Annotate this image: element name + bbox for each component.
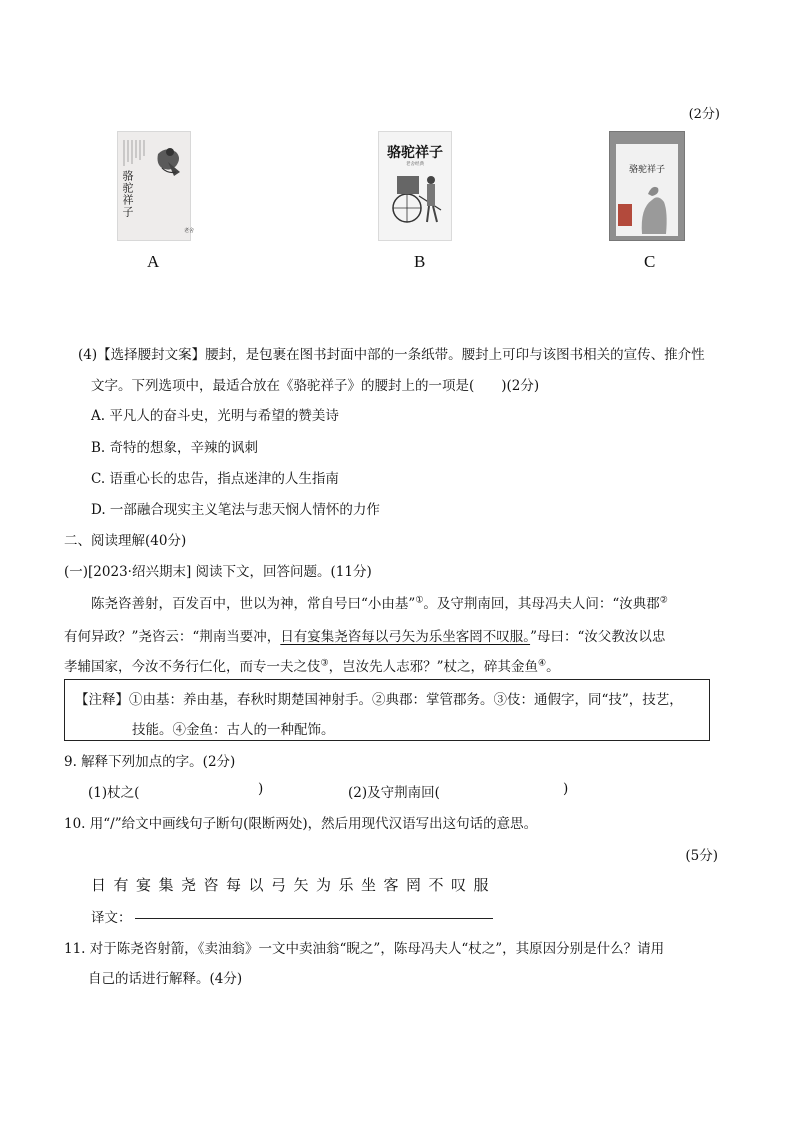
- passage-line-1: [91, 592, 668, 612]
- passage-text: 孝辅国家，今汝不务行仁化，而专一夫之伎: [64, 659, 321, 675]
- q4-option-c[interactable]: C. 语重心长的忠告，指点迷津的人生指南: [91, 471, 339, 487]
- passage-line-2: [64, 625, 665, 645]
- passage-text: ”母曰：“汝父教汝以忠: [530, 629, 666, 645]
- q9-item-1: (1)杖之(: [88, 785, 140, 801]
- cover-a-spine-text: 老舍: [184, 228, 195, 234]
- q9-item-2-close: ): [563, 781, 569, 797]
- translation-label: 译文：: [91, 910, 132, 926]
- passage-text: 有何异政？”尧咨云：“荆南当要冲，: [64, 629, 281, 645]
- footnote-mark: ②: [659, 595, 668, 606]
- cover-b-caption: B: [414, 252, 426, 271]
- annotation-line-1: 【注释】①由基：养由基，春秋时期楚国神射手。②典郡：掌管郡务。③伎：通假字，同“技”，技艺，: [75, 692, 683, 708]
- book-cover-a: [117, 131, 195, 241]
- cover-c-caption: C: [644, 252, 656, 271]
- passage-text: 陈尧咨善射，百发百中，世以为神，常自号曰“小由基”: [91, 596, 416, 612]
- q10-score: (5分): [685, 848, 718, 864]
- section-heading: 二、阅读理解(40分): [64, 533, 187, 549]
- book-cover-b: [378, 131, 452, 241]
- q9-item-1-close: ): [258, 781, 264, 797]
- q9-stem: 9. 解释下列加点的字。(2分): [64, 754, 236, 770]
- q11-stem-line1: 11. 对于陈尧咨射箭，《卖油翁》一文中卖油翁“睨之”，陈母冯夫人“杖之”，其原因分别是什么？请用: [64, 941, 665, 957]
- q10-stem: 10. 用“/”给文中画线句子断句(限断两处)，然后用现代汉语写出这句话的意思。: [64, 816, 538, 832]
- camel-illustration: [616, 174, 678, 236]
- translation-answer-line[interactable]: [135, 918, 493, 919]
- cover-b-title: 骆驼祥子: [387, 145, 443, 161]
- underlined-sentence: 日有宴集尧咨每以弓矢为乐坐客罔不叹服。: [280, 629, 531, 645]
- rickshaw-illustration: [379, 166, 451, 238]
- footnote-mark: ③: [320, 658, 329, 669]
- passage-text: ，岂汝先人志邪？”杖之，碎其金鱼: [328, 659, 538, 675]
- passage-text: 。: [546, 659, 560, 675]
- q11-stem-line2: 自己的话进行解释。(4分): [88, 971, 243, 987]
- cover-c-title: 骆驼祥子: [628, 165, 665, 175]
- footnote-mark: ④: [537, 658, 547, 669]
- q4-option-a[interactable]: A. 平凡人的奋斗史，光明与希望的赞美诗: [91, 408, 339, 424]
- book-cover-c: [609, 131, 685, 241]
- q4-stem-line2: 文字。下列选项中，最适合放在《骆驼祥子》的腰封上的一项是( )(2分): [91, 378, 540, 394]
- passage-line-3: [64, 655, 560, 675]
- q9-item-2: (2)及守荆南回(: [348, 785, 440, 801]
- q4-stem-line1: (4)【选择腰封文案】腰封，是包裹在图书封面中部的一条纸带。腰封上可印与该图书相关的宣传、推介性: [78, 347, 705, 363]
- cover-a-caption: A: [147, 252, 160, 271]
- part-heading: (一)[2023·绍兴期末] 阅读下文，回答问题。(11分): [64, 564, 372, 580]
- q4-option-d[interactable]: D. 一部融合现实主义笔法与悲天悯人情怀的力作: [91, 502, 380, 518]
- footnote-mark: ①: [415, 595, 424, 606]
- q4-option-b[interactable]: B. 奇特的想象，辛辣的讽刺: [91, 440, 259, 456]
- q10-sentence: 日有宴集尧咨每以弓矢为乐坐客罔不叹服: [91, 876, 497, 894]
- question-score: (2分): [688, 107, 720, 122]
- annotation-line-2: 技能。④金鱼：古人的一种配饰。: [132, 722, 335, 738]
- passage-text: 。及守荆南回，其母冯夫人问：“汝典郡: [423, 596, 660, 612]
- cover-b-subtitle: 老舍经典: [406, 162, 424, 167]
- cover-a-title: 骆驼祥子: [121, 170, 134, 218]
- annotation-box: [64, 679, 710, 741]
